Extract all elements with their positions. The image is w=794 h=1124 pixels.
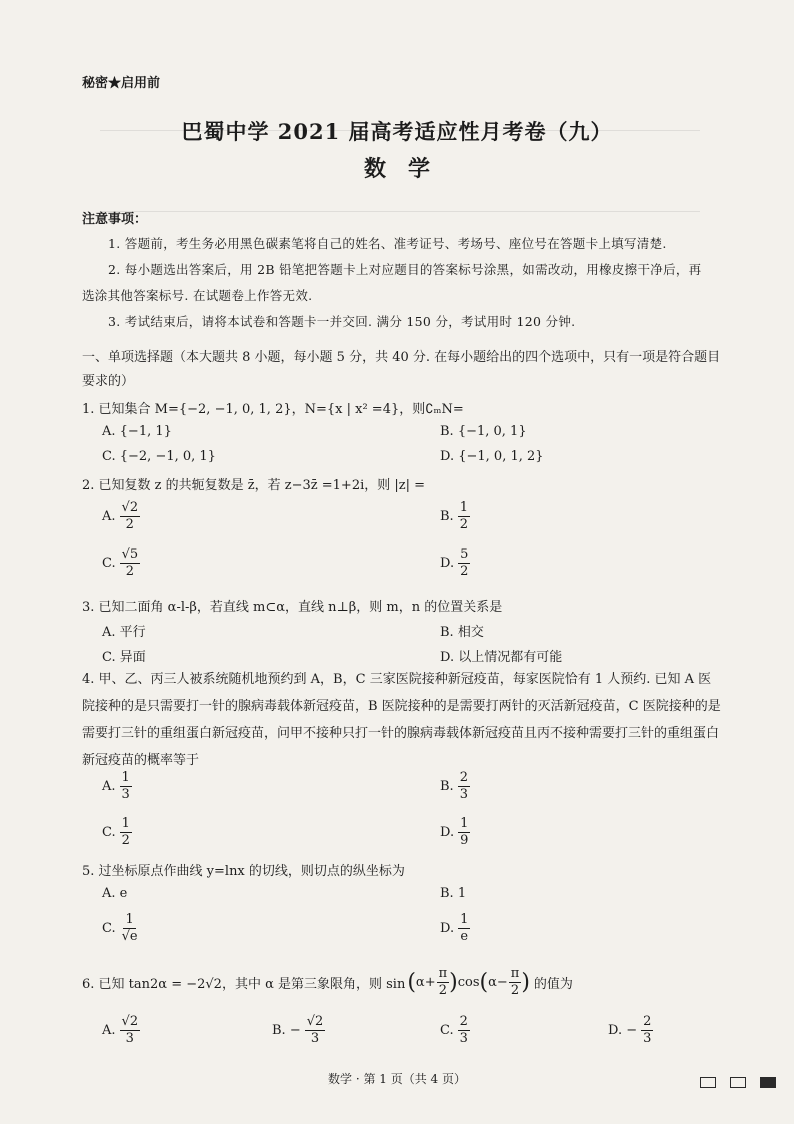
option-c <box>102 547 140 580</box>
option-b <box>440 770 470 803</box>
fraction <box>458 547 470 580</box>
denominator: e <box>460 929 469 944</box>
option-c: C. 异面 <box>102 650 146 665</box>
note-item: 2. 每小题选出答案后，用 2B 铅笔把答题卡上对应题目的答案标号涂黑，如需改动，用橡皮擦干净后，再 <box>108 262 702 277</box>
denominator: 2 <box>459 517 468 532</box>
option-c <box>440 1014 470 1047</box>
option-label: C. <box>102 825 116 840</box>
fraction <box>458 500 470 533</box>
numerator: 2 <box>459 1014 468 1029</box>
option-label: C. <box>102 556 116 571</box>
fraction <box>458 816 470 849</box>
option-a <box>102 1014 140 1047</box>
denominator: 2 <box>510 983 520 998</box>
option-c <box>102 912 140 945</box>
fraction <box>641 1014 653 1047</box>
argument: α− <box>488 975 508 990</box>
fraction <box>458 770 470 803</box>
numerator: 5 <box>460 547 469 562</box>
stem-text: 的值为 <box>533 977 573 992</box>
paren-open: ( <box>479 970 489 995</box>
paren-open: ( <box>407 970 416 995</box>
option-label: B. − <box>272 1023 301 1038</box>
numerator: 1 <box>125 912 134 927</box>
note-item: 1. 答题前，考生务必用黑色碳素笔将自己的姓名、准考证号、考场号、座位号在答题卡上填写清楚. <box>108 236 667 251</box>
stem-text: 6. 已知 tan2α = −2√2，其中 α 是第三象限角，则 sin <box>82 977 406 992</box>
question-stem <box>82 966 573 999</box>
option-b: B. {−1, 0, 1} <box>440 424 527 439</box>
option-d <box>440 816 470 849</box>
fraction <box>458 912 470 945</box>
denominator: 3 <box>459 787 468 802</box>
paren-close: ) <box>521 970 530 995</box>
option-d: D. {−1, 0, 1, 2} <box>440 449 544 464</box>
option-d <box>608 1014 653 1047</box>
numerator: π <box>510 966 520 981</box>
option-label: C. <box>440 1023 454 1038</box>
subject-title: 数学 <box>363 156 452 182</box>
denominator: 2 <box>438 983 447 998</box>
option-a: A. 平行 <box>102 625 146 640</box>
question-stem: 1. 已知集合 M={−2, −1, 0, 1, 2}，N={x | x² =4}，则∁ₘN= <box>82 402 464 417</box>
fraction <box>120 816 132 849</box>
fraction <box>458 1014 470 1047</box>
denominator: 3 <box>459 1031 468 1046</box>
option-d <box>440 912 470 945</box>
fraction <box>305 1014 326 1047</box>
fraction <box>437 966 450 999</box>
numerator: 1 <box>460 816 469 831</box>
notes-heading: 注意事项： <box>82 212 148 227</box>
numerator: √2 <box>121 1014 139 1029</box>
option-label: C. <box>102 921 116 936</box>
question-stem: 3. 已知二面角 α-l-β，若直线 m⊂α，直线 n⊥β，则 m，n 的位置关系是 <box>82 600 503 615</box>
option-b <box>272 1014 325 1047</box>
section-heading: 一、单项选择题（本大题共 8 小题，每小题 5 分，共 40 分. 在每小题给出的四个选项中，只有一项是符合题目要求的） <box>82 350 721 389</box>
numerator: π <box>438 966 448 981</box>
option-c <box>102 816 132 849</box>
denominator: 9 <box>460 833 469 848</box>
option-a <box>102 770 132 803</box>
denominator: 3 <box>643 1031 652 1046</box>
option-label: D. <box>440 921 455 936</box>
option-d <box>440 547 470 580</box>
fraction <box>120 912 140 945</box>
denominator: √e <box>121 929 138 944</box>
numerator: √5 <box>121 547 139 562</box>
denominator: 2 <box>460 564 469 579</box>
denominator: 2 <box>125 564 135 579</box>
option-label: A. <box>102 779 116 794</box>
confidential-mark: 秘密★启用前 <box>82 76 161 91</box>
numerator: 1 <box>459 500 468 515</box>
numerator: 2 <box>643 1014 652 1029</box>
paren-close: ) <box>449 970 458 995</box>
option-b <box>440 500 470 533</box>
option-d: D. 以上情况都有可能 <box>440 650 563 665</box>
option-label: D. <box>440 825 455 840</box>
denominator: 3 <box>125 1031 134 1046</box>
option-c: C. {−2, −1, 0, 1} <box>102 449 216 464</box>
question-stem: 4. 甲、乙、丙三人被系统随机地预约到 A，B，C 三家医院接种新冠疫苗，每家医院恰有 1 人预约. 已知 A 医院接种的是只需要打一针的腺病毒载体新冠疫苗，B 医院接种的是需要打两针的灭活新冠疫苗，C 医院接种的是需要打三针的重组蛋白新冠疫苗，问甲不接种只打一针的腺病毒载体新冠疫苗且丙不接种需要打三针的重组蛋白新冠疫苗的概率等于 <box>82 672 721 768</box>
option-a: A. {−1, 1} <box>102 424 172 439</box>
denominator: 3 <box>310 1031 320 1046</box>
option-label: B. <box>440 509 454 524</box>
option-label: D. <box>440 556 455 571</box>
numerator: √2 <box>306 1014 324 1029</box>
numerator: 2 <box>459 770 468 785</box>
numerator: 1 <box>121 816 130 831</box>
note-item: 选涂其他答案标号. 在试题卷上作答无效. <box>82 288 313 303</box>
page-marker-box-filled <box>760 1077 776 1088</box>
option-a <box>102 500 140 533</box>
option-label: B. <box>440 779 454 794</box>
option-label: A. <box>102 1023 116 1038</box>
fraction <box>120 1014 141 1047</box>
page-footer: 数学 · 第 1 页（共 4 页） <box>328 1072 466 1086</box>
option-label: A. <box>102 509 116 524</box>
page-marker-box <box>730 1077 746 1088</box>
question-stem: 2. 已知复数 z 的共轭复数是 z̄，若 z−3z̄ =1+2i，则 |z| = <box>82 478 426 493</box>
denominator: 3 <box>121 787 130 802</box>
option-b: B. 1 <box>440 886 467 901</box>
fraction <box>509 966 522 999</box>
fraction <box>120 547 141 580</box>
option-a: A. e <box>102 886 128 901</box>
denominator: 2 <box>121 833 130 848</box>
fraction <box>120 500 141 533</box>
stem-text: cos <box>457 975 480 990</box>
numerator: √2 <box>121 500 139 515</box>
option-label: D. − <box>608 1023 638 1038</box>
argument: α+ <box>415 975 436 990</box>
numerator: 1 <box>121 770 130 785</box>
numerator: 1 <box>460 912 469 927</box>
option-b: B. 相交 <box>440 625 484 640</box>
page-marker-box <box>700 1077 716 1088</box>
note-item: 3. 考试结束后，请将本试卷和答题卡一并交回. 满分 150 分，考试用时 120 分钟. <box>108 314 576 329</box>
denominator: 2 <box>125 517 134 532</box>
exam-title: 巴蜀中学 2021 届高考适应性月考卷（九） <box>181 119 613 144</box>
fraction <box>120 770 132 803</box>
question-stem: 5. 过坐标原点作曲线 y=lnx 的切线，则切点的纵坐标为 <box>82 864 405 879</box>
page-markers <box>700 1077 776 1088</box>
